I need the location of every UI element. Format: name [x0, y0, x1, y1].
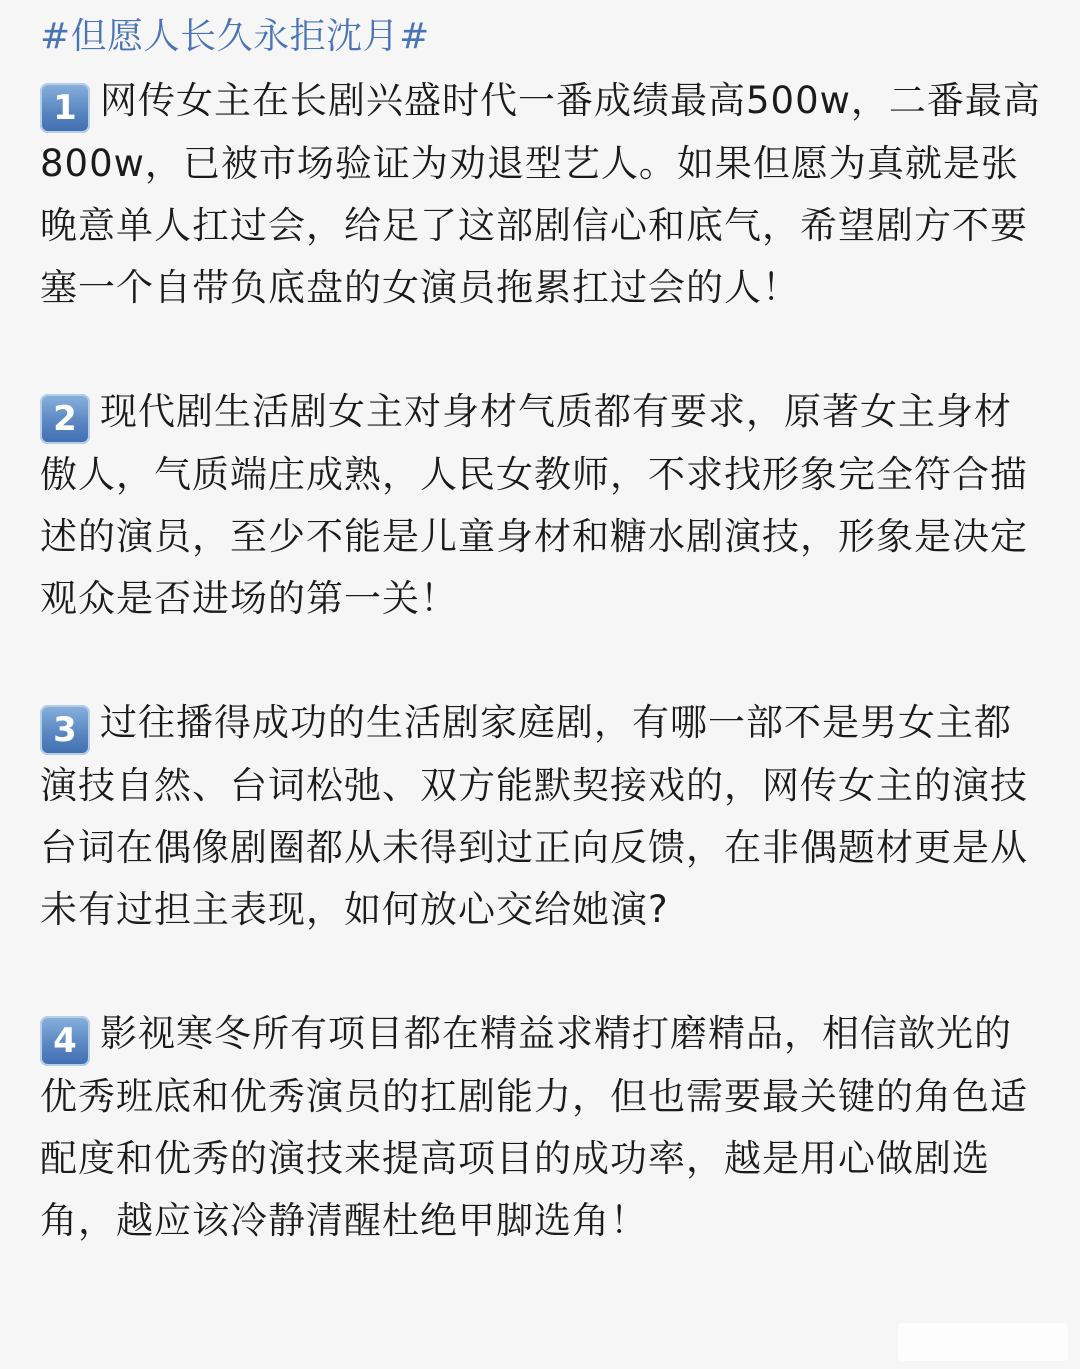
watermark: [898, 1323, 1068, 1361]
paragraph-text: 影视寒冬所有项目都在精益求精打磨精品，相信歆光的优秀班底和优秀演员的扛剧能力，但也需要最关键的角色适配度和优秀的演技来提高项目的成功率，越是用心做剧选角，越应该冷静清醒杜绝甲脚选角！: [40, 1012, 1028, 1242]
topic-hashtag-link[interactable]: #但愿人长久永拒沈月#: [40, 16, 430, 57]
paragraph-text: 现代剧生活剧女主对身材气质都有要求，原著女主身材傲人，气质端庄成熟，人民女教师，不求找形象完全符合描述的演员，至少不能是儿童身材和糖水剧演技，形象是决定观众是否进场的第一关！: [40, 390, 1028, 620]
list-item-1: [40, 70, 1044, 319]
paragraph-text: 网传女主在长剧兴盛时代一番成绩最高500w，二番最高800w，已被市场验证为劝退型艺人。如果但愿为真就是张晚意单人扛过会，给足了这部剧信心和底气，希望剧方不要塞一个自带负底盘的女演员拖累扛过会的人！: [40, 79, 1041, 309]
paragraph-text: 过往播得成功的生活剧家庭剧，有哪一部不是男女主都演技自然、台词松弛、双方能默契接戏的，网传女主的演技台词在偶像剧圈都从未得到过正向反馈，在非偶题材更是从未有过担主表现，如何放心交给她演?: [40, 701, 1028, 931]
list-item-4: [40, 1003, 1044, 1252]
keycap-4-icon: 4: [40, 1016, 90, 1066]
keycap-1-icon: 1: [40, 83, 90, 133]
keycap-3-icon: 3: [40, 705, 90, 755]
list-item-3: [40, 692, 1044, 941]
keycap-2-icon: 2: [40, 394, 90, 444]
list-item-2: [40, 381, 1044, 630]
